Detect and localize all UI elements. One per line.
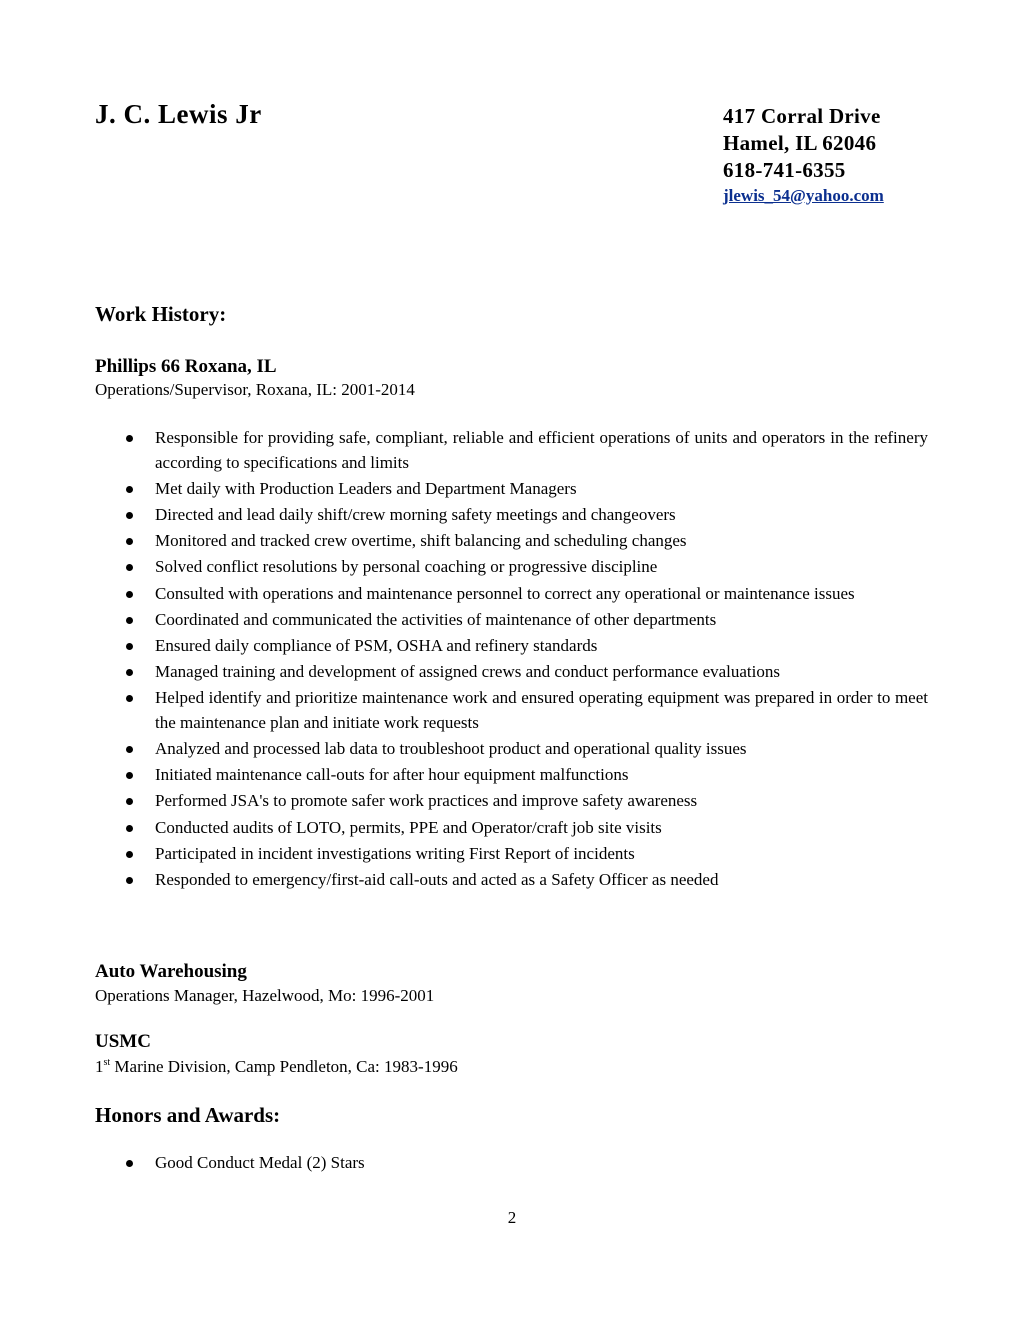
bullet-icon: [126, 643, 133, 650]
position-phillips66: Operations/Supervisor, Roxana, IL: 2001-2014: [95, 380, 415, 399]
bullet-icon: [126, 772, 133, 779]
list-item: Met daily with Production Leaders and Department Managers: [95, 477, 928, 502]
bullet-icon: [126, 486, 133, 493]
list-item: Initiated maintenance call-outs for after hour equipment malfunctions: [95, 763, 928, 788]
list-item: Good Conduct Medal (2) Stars: [95, 1151, 928, 1175]
address-line-2: Hamel, IL 62046: [723, 131, 877, 155]
work-history-heading: Work History:: [95, 302, 227, 326]
resume-name: J. C. Lewis Jr: [95, 99, 262, 129]
employer-phillips66: Phillips 66 Roxana, IL: [95, 356, 277, 377]
list-item: Responsible for providing safe, compliant, reliable and efficient operations of units and operators in the refinery according to specifications and limits: [95, 426, 928, 475]
list-item: Analyzed and processed lab data to troubleshoot product and operational quality issues: [95, 737, 928, 762]
list-item: Coordinated and communicated the activities of maintenance of other departments: [95, 608, 928, 633]
bullet-icon: [126, 435, 133, 442]
bullet-icon: [126, 669, 133, 676]
list-item: Solved conflict resolutions by personal coaching or progressive discipline: [95, 555, 928, 580]
list-item: Directed and lead daily shift/crew morning safety meetings and changeovers: [95, 503, 928, 528]
list-item: Responded to emergency/first-aid call-outs and acted as a Safety Officer as needed: [95, 868, 928, 893]
bullet-icon: [126, 617, 133, 624]
list-item: Conducted audits of LOTO, permits, PPE and Operator/craft job site visits: [95, 816, 928, 841]
honors-list: [95, 1151, 928, 1175]
contact-block: [723, 103, 884, 208]
bullet-icon: [126, 877, 133, 884]
bullet-icon: [126, 798, 133, 805]
position-auto-warehousing: Operations Manager, Hazelwood, Mo: 1996-2001: [95, 986, 435, 1005]
phone-number: 618-741-6355: [723, 158, 846, 182]
list-item: Performed JSA's to promote safer work practices and improve safety awareness: [95, 789, 928, 814]
employer-auto-warehousing: Auto Warehousing: [95, 961, 247, 982]
list-item: Participated in incident investigations writing First Report of incidents: [95, 842, 928, 867]
bullet-icon: [126, 564, 133, 571]
page-number: 2: [507, 1208, 517, 1227]
phillips66-duties-list: [95, 426, 928, 894]
honors-heading: Honors and Awards:: [95, 1103, 281, 1127]
list-item: Helped identify and prioritize maintenance work and ensured operating equipment was prepared in order to meet the maintenance plan and initiate work requests: [95, 686, 928, 735]
bullet-icon: [126, 695, 133, 702]
bullet-icon: [126, 591, 133, 598]
address-line-1: 417 Corral Drive: [723, 104, 881, 128]
list-item: Managed training and development of assigned crews and conduct performance evaluations: [95, 660, 928, 685]
position-usmc: 1st Marine Division, Camp Pendleton, Ca: 1983-1996: [95, 1057, 458, 1076]
list-item: Ensured daily compliance of PSM, OSHA and refinery standards: [95, 634, 928, 659]
email-link[interactable]: jlewis_54@yahoo.com: [723, 186, 884, 205]
bullet-icon: [126, 851, 133, 858]
bullet-icon: [126, 746, 133, 753]
list-item: Monitored and tracked crew overtime, shift balancing and scheduling changes: [95, 529, 928, 554]
bullet-icon: [126, 512, 133, 519]
bullet-icon: [126, 538, 133, 545]
employer-usmc: USMC: [95, 1031, 151, 1052]
bullet-icon: [126, 825, 133, 832]
list-item: Consulted with operations and maintenance personnel to correct any operational or maintenance issues: [95, 582, 928, 607]
bullet-icon: [126, 1160, 133, 1167]
